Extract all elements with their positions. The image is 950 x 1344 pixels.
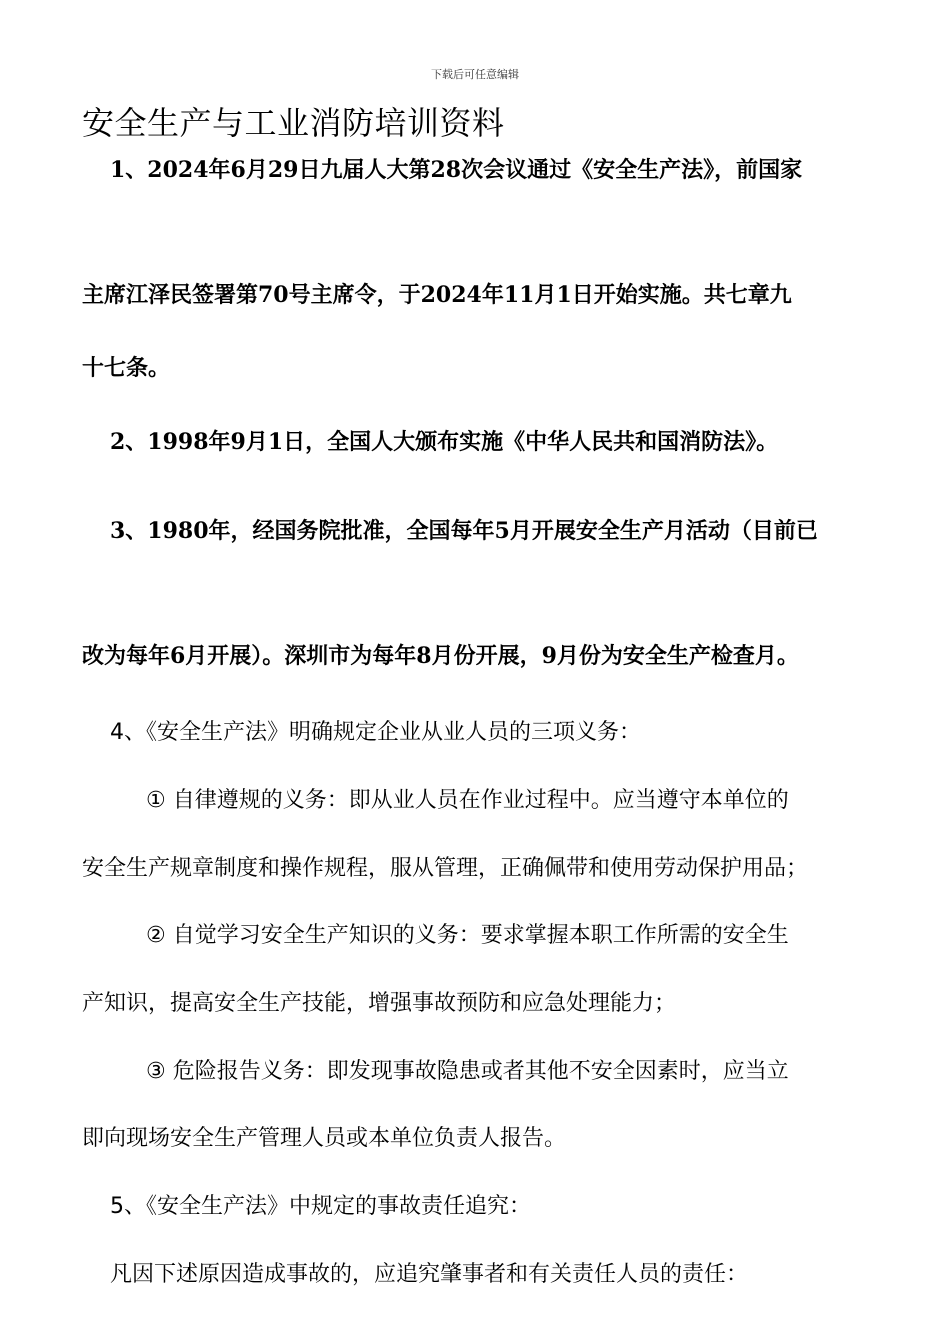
paragraph-1-line-1: 1、2024年6月29日九届人大第28次会议通过《安全生产法》，前国家 (110, 157, 803, 183)
duty-2-line-1: ② 自觉学习安全生产知识的义务：要求掌握本职工作所需的安全生 (146, 923, 789, 948)
duty-3-line-2: 即向现场安全生产管理人员或本单位负责人报告。 (82, 1126, 567, 1151)
duty-1-line-1: ① 自律遵规的义务：即从业人员在作业过程中。应当遵守本单位的 (146, 788, 789, 813)
paragraph-4: 4、《安全生产法》明确规定企业从业人员的三项义务： (110, 720, 641, 745)
paragraph-6: 凡因下述原因造成事故的，应追究肇事者和有关责任人员的责任： (110, 1262, 749, 1287)
duty-1-line-2: 安全生产规章制度和操作规程，服从管理，正确佩带和使用劳动保护用品； (82, 856, 809, 881)
header-note: 下载后可任意编辑 (431, 68, 519, 81)
paragraph-3-line-2: 改为每年6月开展）。深圳市为每年8月份开展，9月份为安全生产检查月。 (82, 643, 799, 669)
duty-3-line-1: ③ 危险报告义务：即发现事故隐患或者其他不安全因素时，应当立 (146, 1059, 789, 1084)
paragraph-3-line-1: 3、1980年，经国务院批准，全国每年5月开展安全生产月活动（目前已 (110, 518, 818, 544)
paragraph-2: 2、1998年9月1日，全国人大颁布实施《中华人民共和国消防法》。 (110, 429, 779, 455)
paragraph-1-line-3: 十七条。 (82, 355, 171, 381)
paragraph-1-line-2: 主席江泽民签署第70号主席令，于2024年11月1日开始实施。共七章九 (82, 282, 792, 308)
paragraph-5: 5、《安全生产法》中规定的事故责任追究： (110, 1194, 531, 1219)
document-title: 安全生产与工业消防培训资料 (82, 104, 505, 142)
duty-2-line-2: 产知识，提高安全生产技能，增强事故预防和应急处理能力； (82, 991, 677, 1016)
